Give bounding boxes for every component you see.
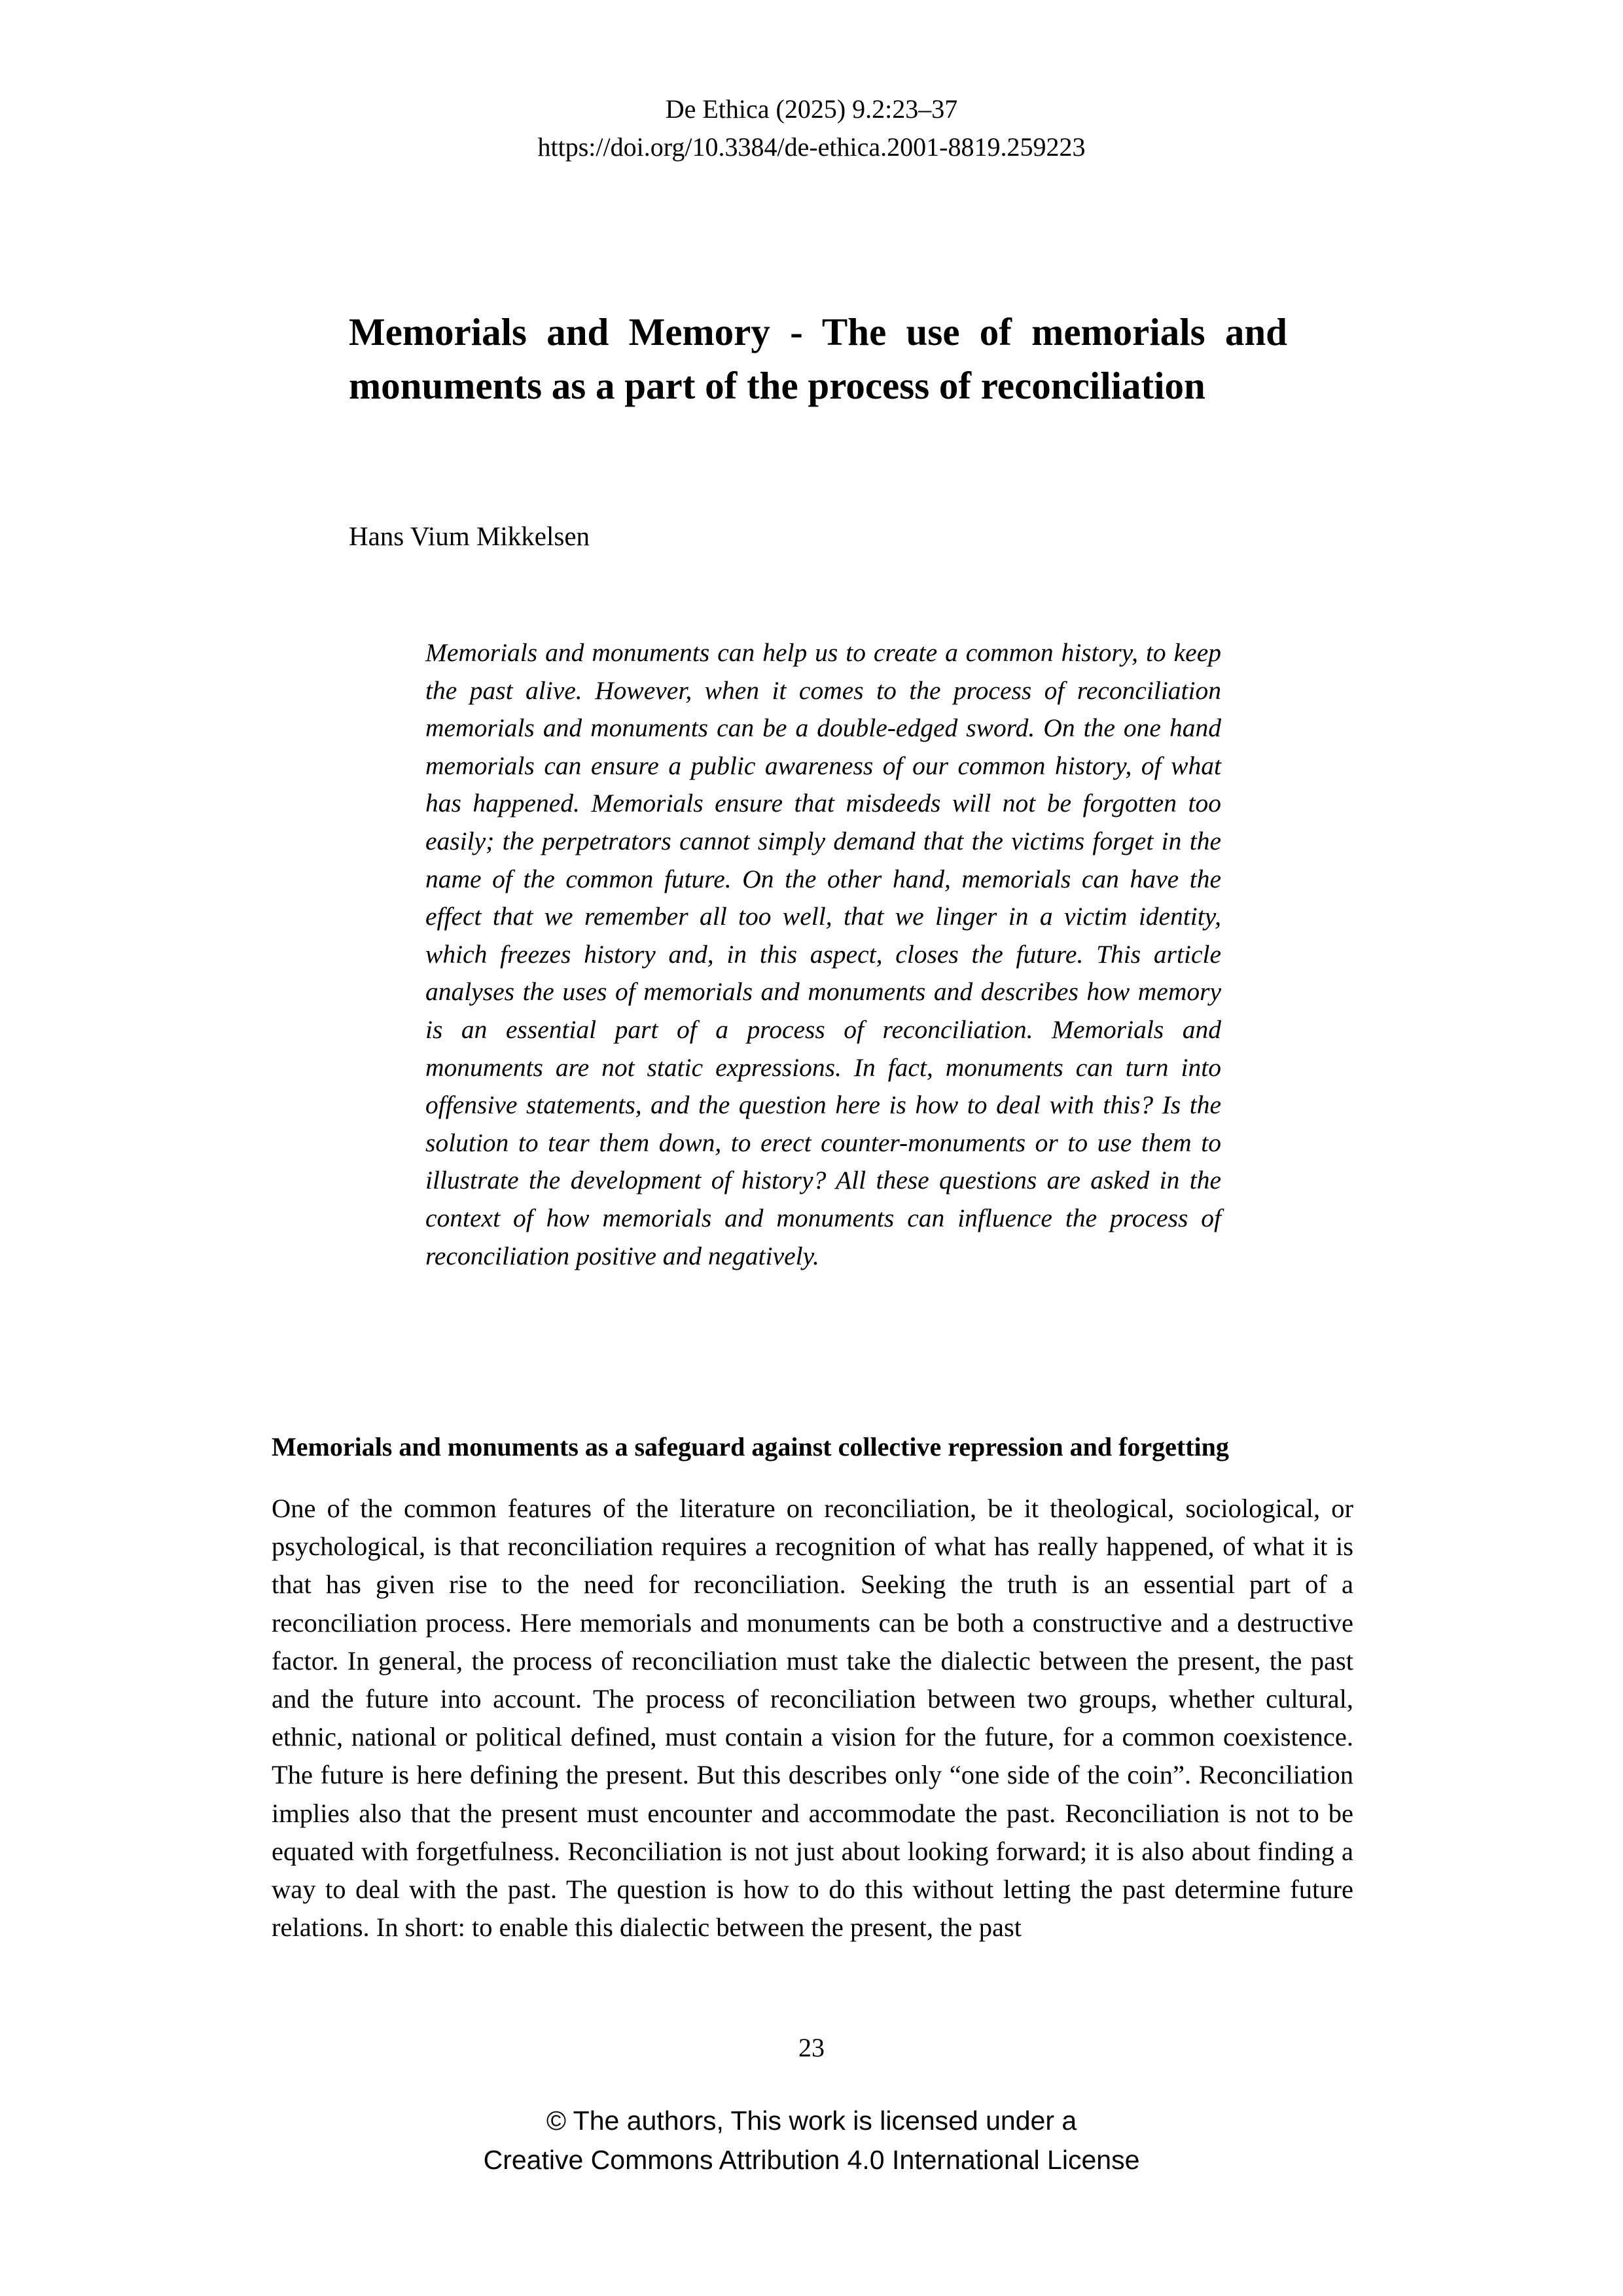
journal-header [0,90,1623,166]
abstract: Memorials and monuments can help us to create a common history, to keep the past alive. However, when it comes to the process of reconciliation memorials and monuments can be a double-edged sword. On the one hand memorials can ensure a public awareness of our common history, of what has happened. Memorials ensure that misdeeds will not be forgotten too easily; the perpetrators cannot simply demand that the victims forget in the name of the common future. On the other hand, memorials can have the effect that we remember all too well, that we linger in a victim identity, which freezes history and, in this aspect, closes the future. This article analyses the uses of memorials and monuments and describes how memory is an essential part of a process of reconciliation. Memorials and monuments are not static expressions. In fact, monuments can turn into offensive statements, and the question here is how to deal with this? Is the solution to tear them down, to erect counter-monuments or to use them to illustrate the development of history? All these questions are asked in the context of how memorials and monuments can influence the process of reconciliation positive and negatively. [425,638,1221,1270]
doi-link[interactable]: https://doi.org/10.3384/de-ethica.2001-8819.259223 [537,132,1086,162]
license-notice [0,2101,1623,2179]
license-line-1: © The authors, This work is licensed under a [546,2106,1077,2136]
license-link[interactable]: Creative Commons Attribution 4.0 International License [483,2145,1140,2175]
body-paragraph: One of the common features of the literature on reconciliation, be it theological, sociological, or psychological, is that reconciliation requires a recognition of what has really happened, of what it is that has given rise to the need for reconciliation. Seeking the truth is an essential part of a reconciliation process. Here memorials and monuments can be both a constructive and a destructive factor. In general, the process of reconciliation must take the dialectic between the present, the past and the future into account. The process of reconciliation between two groups, whether cultural, ethnic, national or political defined, must contain a vision for the future, for a common coexistence. The future is here defining the present. But this describes only “one side of the coin”. Reconciliation implies also that the present must encounter and accommodate the past. Reconciliation is not to be equated with forgetfulness. Reconciliation is not just about looking forward; it is also about finding a way to deal with the past. The question is how to do this without letting the past determine future relations. In short: to enable this dialectic between the present, the past [272,1494,1353,1943]
article-title: Memorials and Memory - The use of memorials and monuments as a part of the process of reconciliation [349,310,1287,407]
journal-citation: De Ethica (2025) 9.2:23–37 [665,94,958,124]
author-name: Hans Vium Mikkelsen [349,521,590,551]
section-heading: Memorials and monuments as a safeguard against collective repression and forgetting [272,1432,1229,1462]
page-number: 23 [798,2033,825,2062]
